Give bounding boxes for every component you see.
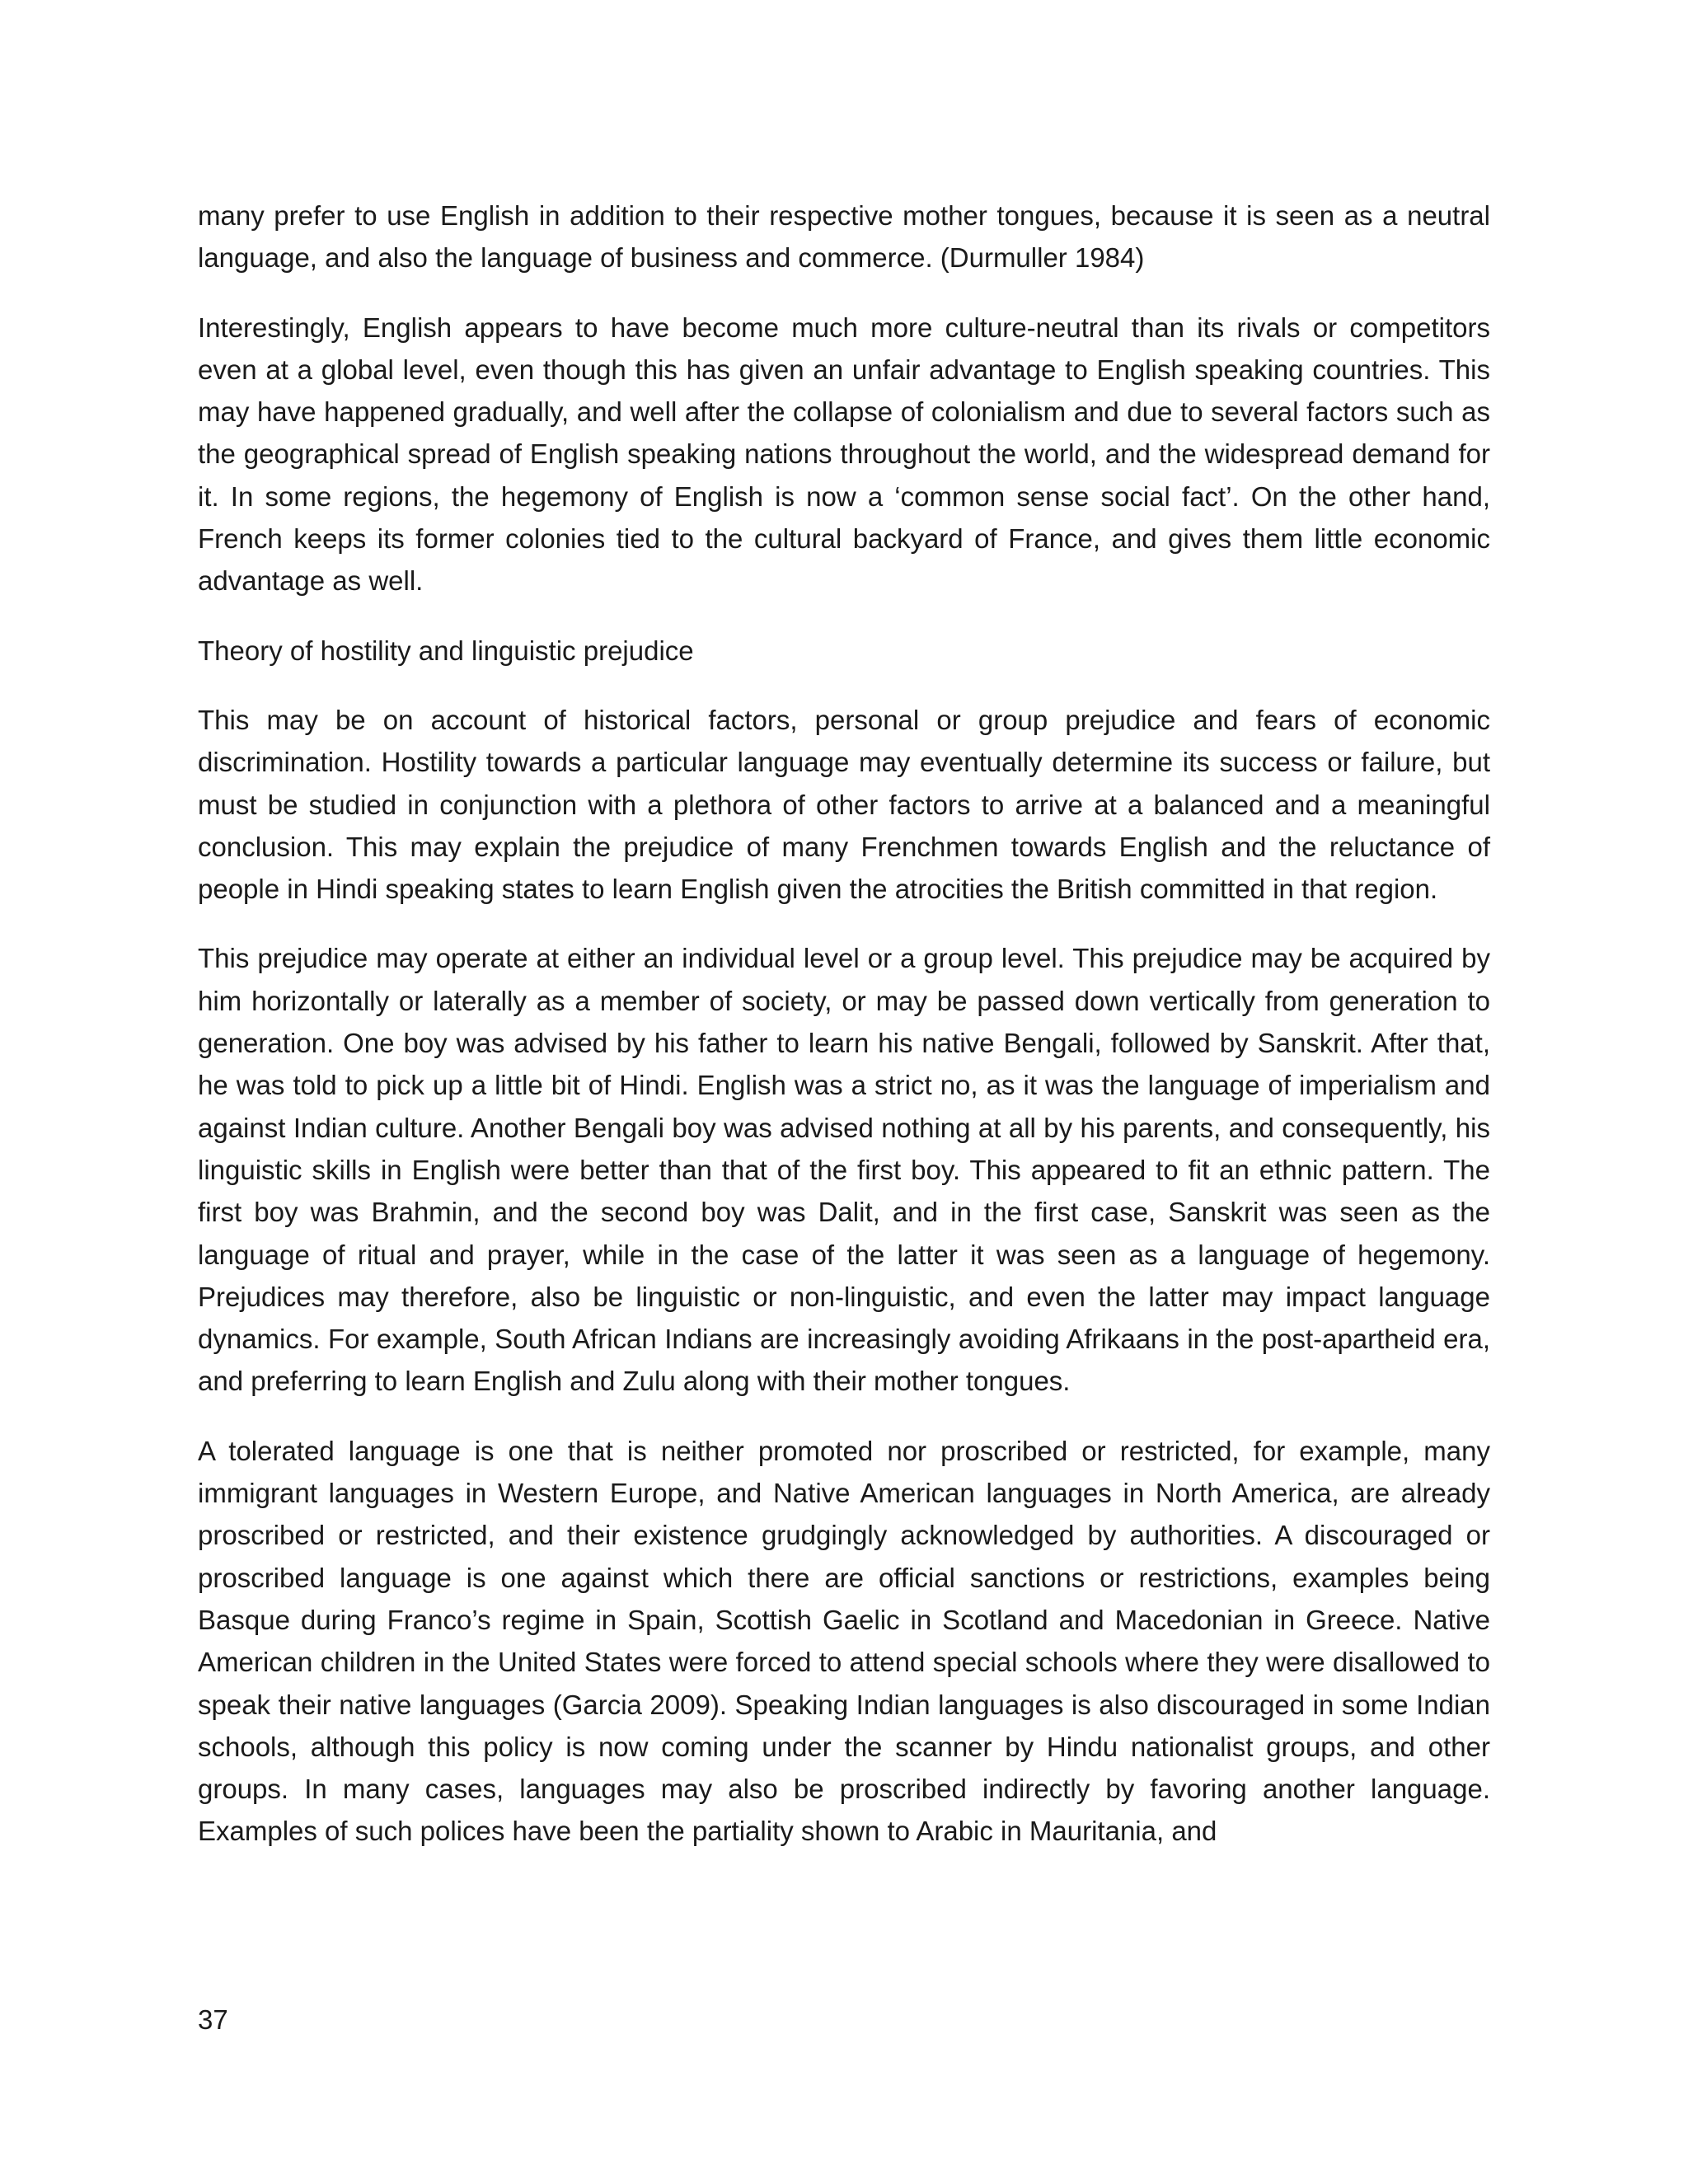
body-text <box>198 194 1490 1880</box>
paragraph-hostility: This may be on account of historical factors, personal or group prejudice and fears of economic discrimination. Hostility towards a particular language may eventually determine its success or failure, but must be studied in conjunction with a plethora of other factors to arrive at a balanced and a meaningful conclusion. This may explain the prejudice of many Frenchmen towards English and the reluctance of people in Hindi speaking states to learn English given the atrocities the British committed in that region. <box>198 704 1490 905</box>
section-heading: Theory of hostility and linguistic prejudice <box>198 635 694 666</box>
page-number: 37 <box>198 2004 228 2035</box>
paragraph-continuation: many prefer to use English in addition to their respective mother tongues, because it is seen as a neutral language, and also the language of business and commerce. (Durmuller 1984) <box>198 200 1490 274</box>
paragraph-prejudice: This prejudice may operate at either an individual level or a group level. This prejudice may be acquired by him horizontally or laterally as a member of society, or may be passed down vertically from generation to generation. One boy was advised by his father to learn his native Bengali, followed by Sanskrit. After that, he was told to pick up a little bit of Hindi. English was a strict no, as it was the language of imperialism and against Indian culture. Another Bengali boy was advised nothing at all by his parents, and consequently, his linguistic skills in English were better than that of the first boy. This appeared to fit an ethnic pattern. The first boy was Brahmin, and the second boy was Dalit, and in the first case, Sanskrit was seen as the language of ritual and prayer, while in the case of the latter it was seen as a language of hegemony. Prejudices may therefore, also be linguistic or non-linguistic, and even the latter may impact language dynamics. For example, South African Indians are increasingly avoiding Afrikaans in the post-apartheid era, and preferring to learn English and Zulu along with their mother tongues. <box>198 943 1490 1397</box>
paragraph-culture-neutral: Interestingly, English appears to have become much more culture-neutral than its rivals or competitors even at a global level, even though this has given an unfair advantage to English speaking countries. This may have happened gradually, and well after the collapse of colonialism and due to several factors such as the geographical spread of English speaking nations throughout the world, and the widespread demand for it. In some regions, the hegemony of English is now a ‘common sense social fact’. On the other hand, French keeps its former colonies tied to the cultural backyard of France, and gives them little economic advantage as well. <box>198 312 1490 597</box>
paragraph-tolerated-language: A tolerated language is one that is neither promoted nor proscribed or restricted, for example, many immigrant languages in Western Europe, and Native American languages in North America, are already proscribed or restricted, and their existence grudgingly acknowledged by authorities. A discouraged or proscribed language is one against which there are official sanctions or restrictions, examples being Basque during Franco’s regime in Spain, Scottish Gaelic in Scotland and Macedonian in Greece. Native American children in the United States were forced to attend special schools where they were disallowed to speak their native languages (Garcia 2009). Speaking Indian languages is also discouraged in some Indian schools, although this policy is now coming under the scanner by Hindu nationalist groups, and other groups. In many cases, languages may also be proscribed indirectly by favoring another language. Examples of such polices have been the partiality shown to Arabic in Mauritania, and <box>198 1435 1490 1847</box>
